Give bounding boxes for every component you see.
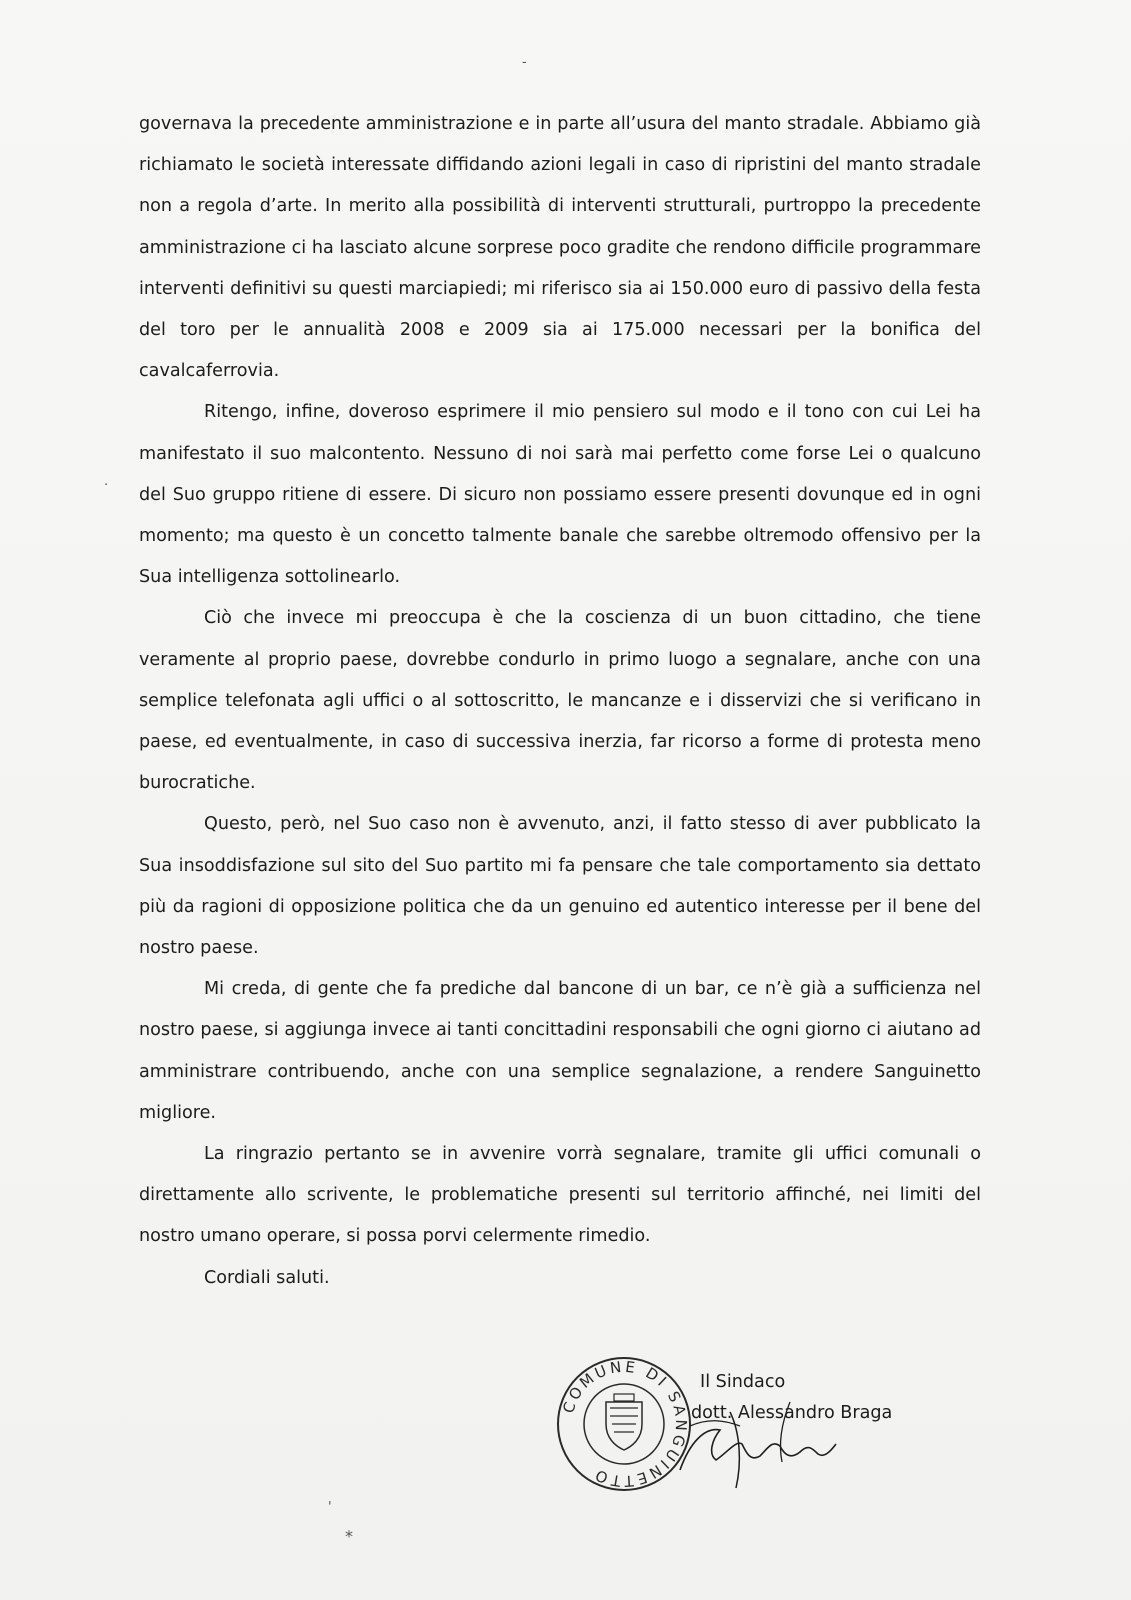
- scan-speck: -: [522, 55, 527, 70]
- scan-speck: ·: [104, 478, 109, 493]
- paragraph: Ciò che invece mi preoccupa è che la coscienza di un buon cittadino, che tiene veramente al proprio paese, dovrebbe condurlo in primo luogo a segnalare, anche con una semplice telefonata agli uffici o al sottoscritto, le mancanze e i disservizi che si verificano in paese, ed eventualmente, in caso di successiva inerzia, far ricorso a forme di protesta meno burocratiche.: [139, 608, 981, 794]
- paragraph: Mi creda, di gente che fa prediche dal bancone di un bar, ce n’è già a sufficienza nel nostro paese, si aggiunga invece ai tanti concittadini responsabili che ogni giorno ci aiutano ad amministrare contribuendo, anche con una semplice segnalazione, a rendere Sanguinetto migliore.: [139, 979, 981, 1123]
- paragraph: La ringrazio pertanto se in avvenire vorrà segnalare, tramite gli uffici comunali o direttamente allo scrivente, le problematiche presenti sul territorio affinché, nei limiti del nostro umano operare, si possa porvi celermente rimedio.: [139, 1144, 981, 1247]
- svg-text:COMUNE DI SANGUINETTO: COMUNE DI SANGUINETTO: [559, 1357, 691, 1491]
- municipal-crest-icon: [606, 1394, 642, 1450]
- signer-name: dott. Alessandro Braga: [691, 1403, 893, 1423]
- letter-body: [139, 104, 981, 1299]
- paragraph: governava la precedente amministrazione e in parte all’usura del manto stradale. Abbiamo già richiamato le società interessate diffidando azioni legali in caso di ripristini del manto stradale non a regola d’arte. In merito alla possibilità di interventi strutturali, purtroppo la precedente amministrazione ci ha lasciato alcune sorprese poco gradite che rendono difficile programmare interventi definitivi su questi marciapiedi; mi riferisco sia ai 150.000 euro di passivo della festa del toro per le annualità 2008 e 2009 sia ai 175.000 necessari per la bonifica del cavalcaferrovia.: [139, 114, 981, 382]
- closing-salutation: Cordiali saluti.: [204, 1267, 330, 1288]
- scan-speck: ⁎: [345, 1522, 353, 1541]
- signer-title: Il Sindaco: [700, 1372, 786, 1392]
- handwritten-signature: [650, 1382, 850, 1492]
- paragraph: Ritengo, infine, doveroso esprimere il mio pensiero sul modo e il tono con cui Lei ha manifestato il suo malcontento. Nessuno di noi sarà mai perfetto come forse Lei o qualcuno del Suo gruppo ritiene di essere. Di sicuro non possiamo essere presenti dovunque ed in ogni momento; ma questo è un concetto talmente banale che sarebbe oltremodo offensivo per la Sua intelligenza sottolinearlo.: [139, 402, 981, 588]
- scan-speck: ': [328, 1500, 332, 1515]
- paragraph: Questo, però, nel Suo caso non è avvenuto, anzi, il fatto stesso di aver pubblicato la Sua insoddisfazione sul sito del Suo partito mi fa pensare che tale comportamento sia dettato più da ragioni di opposizione politica che da un genuino ed autentico interesse per il bene del nostro paese.: [139, 814, 981, 959]
